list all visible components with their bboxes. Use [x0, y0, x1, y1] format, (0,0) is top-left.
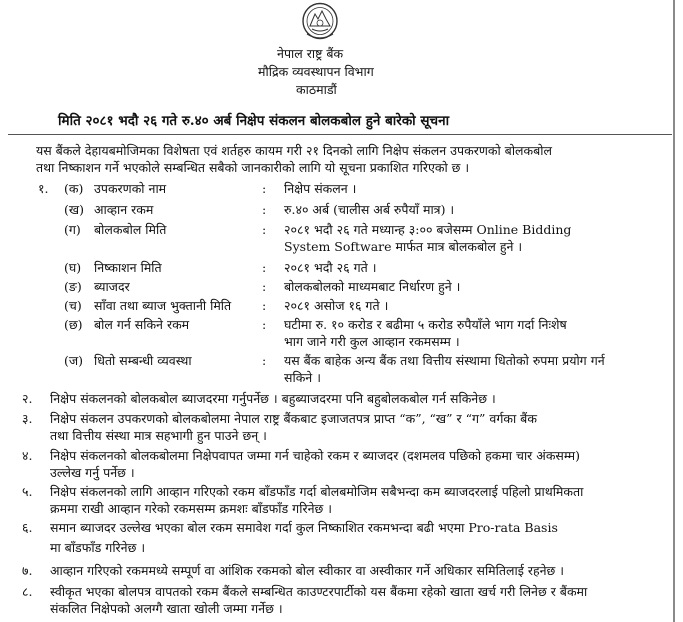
- notice-title: मिति २०८१ भदौ २६ गते रु.४० अर्ब निक्षेप संकलन बोलकबोल हुने बारेको सूचना: [58, 113, 450, 129]
- bank-name: नेपाल राष्ट्र बैंक: [277, 46, 344, 61]
- item-key: (क): [64, 181, 84, 196]
- point-number: ५.: [22, 484, 33, 499]
- item-value: २०८१ असोज १६ गते ।: [284, 298, 389, 313]
- item-label: साँवा तथा ब्याज भुक्तानी मिति: [94, 298, 232, 313]
- point-text-continued: तथा वित्तीय संस्था मात्र सहभागी हुन पाउने छन् ।: [50, 428, 267, 443]
- item-key: (घ): [64, 260, 82, 275]
- item-value: बोलकबोलको माध्यमबाट निर्धारण हुने ।: [284, 279, 461, 294]
- item-colon: :: [262, 181, 267, 196]
- item-value-continued: System Software मार्फत मात्र बोलकबोल हुने ।: [284, 239, 523, 254]
- nepal-rastra-bank-emblem-icon: [301, 2, 339, 42]
- item-colon: :: [262, 260, 267, 275]
- intro-line-1: यस बैंकले देहायबमोजिमका विशेषता एवं शर्तहरु कायम गरी २१ दिनको लागि निक्षेप संकलन उपकरणको बोलकबोल: [36, 143, 552, 158]
- point-text: आव्हान गरिएको रकममध्ये सम्पूर्ण वा आंशिक रकमको बोल स्वीकार वा अस्वीकार गर्ने अधिकार समितिलाई रहनेछ ।: [50, 563, 565, 578]
- item-value: निक्षेप संकलन ।: [284, 181, 357, 196]
- window-border: [673, 0, 675, 622]
- item-key: (ग): [64, 222, 81, 237]
- item-colon: :: [262, 298, 267, 313]
- item-value: घटीमा रु. १० करोड र बढीमा ५ करोड रुपैयाँले भाग गर्दा निःशेष: [284, 317, 567, 332]
- point-number: १.: [38, 181, 49, 196]
- item-value-continued: भाग जाने गरी कुल आव्हान रकमसम्म ।: [284, 334, 460, 349]
- item-colon: :: [262, 353, 267, 368]
- item-value: यस बैंक बाहेक अन्य बैंक तथा वित्तीय संस्थामा धितोको रुपमा प्रयोग गर्न: [284, 353, 605, 368]
- point-number: ८.: [22, 584, 33, 599]
- item-colon: :: [262, 222, 267, 237]
- item-key: (च): [64, 298, 82, 313]
- title-separator: [8, 134, 672, 135]
- point-number: ३.: [22, 411, 33, 426]
- point-text: निक्षेप संकलनको लागि आव्हान गरिएको रकम बाँडफाँड गर्दा बोलबमोजिम सबैभन्दा कम ब्याजदरलाई पहिलो प्राथमिकता: [50, 484, 584, 499]
- item-value-continued: सकिने ।: [284, 370, 321, 385]
- item-value: २०८१ भदौ २६ गते ।: [284, 260, 377, 275]
- item-key: (ख): [64, 202, 84, 217]
- item-label: आव्हान रकम: [94, 202, 154, 217]
- location: काठमाडौं: [296, 82, 337, 97]
- item-colon: :: [262, 317, 267, 332]
- intro-line-2: तथा निष्काशन गर्ने भएकोले सम्बन्धित सबैको जानकारीको लागि यो सूचना प्रकाशित गरिएको छ ।: [36, 160, 470, 175]
- item-label: धितो सम्बन्धी व्यवस्था: [94, 353, 192, 368]
- item-label: ब्याजदर: [94, 279, 130, 294]
- item-value: रु.४० अर्ब (चालीस अर्ब रुपैयाँ मात्र) ।: [284, 202, 455, 217]
- item-label: निष्काशन मिति: [94, 260, 162, 275]
- item-label: बोलकबोल मिति: [94, 222, 167, 237]
- point-text: समान ब्याजदर उल्लेख भएका बोल रकम समावेश गर्दा कुल निष्काशित रकमभन्दा बढी भएमा Pro-rata Basis: [50, 520, 558, 535]
- point-text-continued: मा बाँडफाँड गरिनेछ ।: [50, 540, 146, 555]
- item-key: (छ): [64, 317, 83, 332]
- point-number: ६.: [22, 520, 33, 535]
- point-text: निक्षेप संकलनको बोलकबोल ब्याजदरमा गर्नुपर्नेछ । बहुब्याजदरमा पनि बहुबोलकबोल गर्न सकिनेछ ।: [50, 391, 496, 406]
- item-key: (ङ): [64, 279, 82, 294]
- point-text-continued: क्रममा राखी आव्हान गरेको रकमसम्म क्रमशः बाँडफाँड गरिनेछ ।: [50, 501, 332, 516]
- department-name: मौद्रिक व्यवस्थापन विभाग: [258, 64, 374, 79]
- item-colon: :: [262, 279, 267, 294]
- item-value: २०८१ भदौ २६ गते मध्यान्ह ३:०० बजेसम्म Online Bidding: [284, 222, 572, 237]
- point-text-continued: उल्लेख गर्नु पर्नेछ ।: [50, 465, 135, 480]
- item-label: बोल गर्न सकिने रकम: [94, 317, 190, 332]
- point-number: २.: [22, 391, 33, 406]
- point-text: निक्षेप संकलन उपकरणको बोलकबोलमा नेपाल राष्ट्र बैंकबाट इजाजतपत्र प्राप्त “क”, “ख” र “ग” वर्गका बैंक: [50, 411, 537, 426]
- point-text-continued: संकलित निक्षेपको अलग्गै खाता खोली जम्मा गर्नेछ ।: [50, 601, 283, 616]
- point-text: निक्षेप संकलनको बोलकबोलमा निक्षेपवापत जम्मा गर्न चाहेको रकम र ब्याजदर (दशमलव पछिको हकमा चार अंकसम्म): [50, 448, 580, 463]
- point-number: ४.: [22, 448, 33, 463]
- item-colon: :: [262, 202, 267, 217]
- point-text: स्वीकृत भएका बोलपत्र वापतको रकम बैंकले सम्बन्धित काउण्टरपार्टीको यस बैंकमा रहेको खाता खर्च गरी लिनेछ र बैंकमा: [50, 584, 588, 599]
- item-key: (ज): [64, 353, 84, 368]
- item-label: उपकरणको नाम: [94, 181, 167, 196]
- point-number: ७.: [22, 563, 33, 578]
